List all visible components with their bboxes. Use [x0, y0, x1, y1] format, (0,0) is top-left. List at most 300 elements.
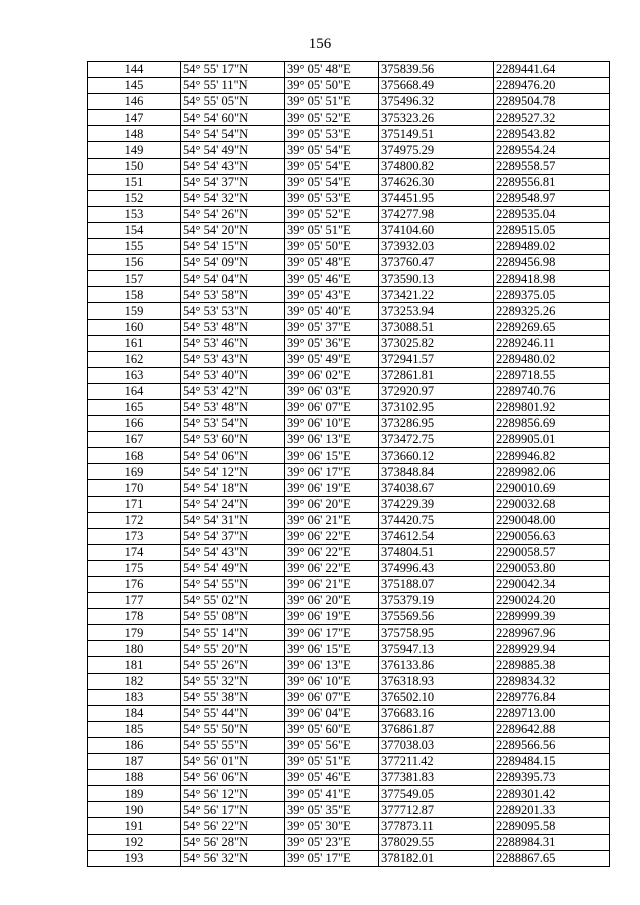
x-coordinate-cell: 376683.16 — [379, 705, 494, 721]
longitude-cell: 39° 06' 19"E — [285, 480, 379, 496]
latitude-cell: 54° 54' 04"N — [181, 271, 285, 287]
page-number: 156 — [308, 36, 332, 52]
y-coordinate-cell: 2289929.94 — [494, 641, 610, 657]
longitude-cell: 39° 05' 35"E — [285, 802, 379, 818]
y-coordinate-cell: 2289558.57 — [494, 158, 610, 174]
x-coordinate-cell: 373421.22 — [379, 287, 494, 303]
y-coordinate-cell: 2288867.65 — [494, 850, 610, 866]
table-row — [88, 737, 610, 753]
y-coordinate-cell: 2289456.98 — [494, 255, 610, 271]
point-number-cell: 174 — [88, 544, 181, 560]
longitude-cell: 39° 05' 54"E — [285, 174, 379, 190]
y-coordinate-cell: 2290042.34 — [494, 577, 610, 593]
table-row — [88, 786, 610, 802]
x-coordinate-cell: 377712.87 — [379, 802, 494, 818]
point-number-cell: 169 — [88, 464, 181, 480]
longitude-cell: 39° 06' 19"E — [285, 609, 379, 625]
point-number-cell: 153 — [88, 206, 181, 222]
x-coordinate-cell: 373253.94 — [379, 303, 494, 319]
table-row — [88, 110, 610, 126]
y-coordinate-cell: 2289480.02 — [494, 351, 610, 367]
point-number-cell: 171 — [88, 496, 181, 512]
latitude-cell: 54° 53' 54"N — [181, 416, 285, 432]
latitude-cell: 54° 54' 43"N — [181, 158, 285, 174]
table-row — [88, 239, 610, 255]
latitude-cell: 54° 54' 12"N — [181, 464, 285, 480]
table-row — [88, 689, 610, 705]
latitude-cell: 54° 54' 55"N — [181, 577, 285, 593]
longitude-cell: 39° 05' 49"E — [285, 351, 379, 367]
x-coordinate-cell: 374277.98 — [379, 206, 494, 222]
point-number-cell: 184 — [88, 705, 181, 721]
table-row — [88, 190, 610, 206]
x-coordinate-cell: 375839.56 — [379, 62, 494, 78]
table-row — [88, 641, 610, 657]
x-coordinate-cell: 375379.19 — [379, 593, 494, 609]
longitude-cell: 39° 05' 53"E — [285, 126, 379, 142]
y-coordinate-cell: 2289269.65 — [494, 319, 610, 335]
y-coordinate-cell: 2289982.06 — [494, 464, 610, 480]
x-coordinate-cell: 375569.56 — [379, 609, 494, 625]
point-number-cell: 156 — [88, 255, 181, 271]
y-coordinate-cell: 2289566.56 — [494, 737, 610, 753]
table-row — [88, 271, 610, 287]
coordinates-table-body — [88, 62, 610, 867]
latitude-cell: 54° 55' 05"N — [181, 94, 285, 110]
x-coordinate-cell: 374229.39 — [379, 496, 494, 512]
y-coordinate-cell: 2288984.31 — [494, 834, 610, 850]
point-number-cell: 167 — [88, 432, 181, 448]
latitude-cell: 54° 53' 46"N — [181, 335, 285, 351]
y-coordinate-cell: 2289740.76 — [494, 383, 610, 399]
table-row — [88, 544, 610, 560]
longitude-cell: 39° 06' 07"E — [285, 399, 379, 415]
table-row — [88, 142, 610, 158]
table-row — [88, 383, 610, 399]
latitude-cell: 54° 53' 60"N — [181, 432, 285, 448]
longitude-cell: 39° 05' 43"E — [285, 287, 379, 303]
point-number-cell: 170 — [88, 480, 181, 496]
latitude-cell: 54° 53' 48"N — [181, 399, 285, 415]
point-number-cell: 179 — [88, 625, 181, 641]
y-coordinate-cell: 2289484.15 — [494, 754, 610, 770]
point-number-cell: 144 — [88, 62, 181, 78]
longitude-cell: 39° 06' 15"E — [285, 448, 379, 464]
longitude-cell: 39° 05' 60"E — [285, 721, 379, 737]
y-coordinate-cell: 2290058.57 — [494, 544, 610, 560]
point-number-cell: 164 — [88, 383, 181, 399]
x-coordinate-cell: 373088.51 — [379, 319, 494, 335]
latitude-cell: 54° 54' 18"N — [181, 480, 285, 496]
table-row — [88, 528, 610, 544]
longitude-cell: 39° 06' 02"E — [285, 367, 379, 383]
point-number-cell: 172 — [88, 512, 181, 528]
longitude-cell: 39° 06' 13"E — [285, 657, 379, 673]
latitude-cell: 54° 55' 44"N — [181, 705, 285, 721]
x-coordinate-cell: 373760.47 — [379, 255, 494, 271]
longitude-cell: 39° 06' 15"E — [285, 641, 379, 657]
y-coordinate-cell: 2289776.84 — [494, 689, 610, 705]
longitude-cell: 39° 05' 41"E — [285, 786, 379, 802]
longitude-cell: 39° 05' 50"E — [285, 239, 379, 255]
y-coordinate-cell: 2289856.69 — [494, 416, 610, 432]
point-number-cell: 161 — [88, 335, 181, 351]
y-coordinate-cell: 2290024.20 — [494, 593, 610, 609]
y-coordinate-cell: 2290032.68 — [494, 496, 610, 512]
point-number-cell: 190 — [88, 802, 181, 818]
latitude-cell: 54° 54' 09"N — [181, 255, 285, 271]
latitude-cell: 54° 54' 49"N — [181, 560, 285, 576]
x-coordinate-cell: 377549.05 — [379, 786, 494, 802]
latitude-cell: 54° 54' 32"N — [181, 190, 285, 206]
y-coordinate-cell: 2290048.00 — [494, 512, 610, 528]
latitude-cell: 54° 53' 53"N — [181, 303, 285, 319]
latitude-cell: 54° 55' 17"N — [181, 62, 285, 78]
y-coordinate-cell: 2289946.82 — [494, 448, 610, 464]
latitude-cell: 54° 54' 06"N — [181, 448, 285, 464]
latitude-cell: 54° 56' 17"N — [181, 802, 285, 818]
latitude-cell: 54° 55' 08"N — [181, 609, 285, 625]
latitude-cell: 54° 55' 38"N — [181, 689, 285, 705]
coordinates-table — [87, 61, 610, 867]
y-coordinate-cell: 2289801.92 — [494, 399, 610, 415]
longitude-cell: 39° 05' 30"E — [285, 818, 379, 834]
latitude-cell: 54° 55' 11"N — [181, 78, 285, 94]
point-number-cell: 173 — [88, 528, 181, 544]
latitude-cell: 54° 56' 12"N — [181, 786, 285, 802]
table-row — [88, 255, 610, 271]
table-row — [88, 721, 610, 737]
longitude-cell: 39° 06' 22"E — [285, 560, 379, 576]
x-coordinate-cell: 374612.54 — [379, 528, 494, 544]
point-number-cell: 162 — [88, 351, 181, 367]
y-coordinate-cell: 2289476.20 — [494, 78, 610, 94]
longitude-cell: 39° 05' 37"E — [285, 319, 379, 335]
table-row — [88, 802, 610, 818]
x-coordinate-cell: 375947.13 — [379, 641, 494, 657]
longitude-cell: 39° 05' 51"E — [285, 754, 379, 770]
x-coordinate-cell: 374804.51 — [379, 544, 494, 560]
table-row — [88, 705, 610, 721]
longitude-cell: 39° 05' 56"E — [285, 737, 379, 753]
latitude-cell: 54° 56' 22"N — [181, 818, 285, 834]
longitude-cell: 39° 06' 10"E — [285, 416, 379, 432]
x-coordinate-cell: 374038.67 — [379, 480, 494, 496]
x-coordinate-cell: 373025.82 — [379, 335, 494, 351]
longitude-cell: 39° 06' 21"E — [285, 577, 379, 593]
table-row — [88, 319, 610, 335]
latitude-cell: 54° 54' 37"N — [181, 174, 285, 190]
x-coordinate-cell: 374104.60 — [379, 222, 494, 238]
longitude-cell: 39° 05' 46"E — [285, 271, 379, 287]
x-coordinate-cell: 375668.49 — [379, 78, 494, 94]
y-coordinate-cell: 2289527.32 — [494, 110, 610, 126]
table-row — [88, 673, 610, 689]
point-number-cell: 152 — [88, 190, 181, 206]
x-coordinate-cell: 372941.57 — [379, 351, 494, 367]
table-row — [88, 609, 610, 625]
x-coordinate-cell: 376861.87 — [379, 721, 494, 737]
y-coordinate-cell: 2289489.02 — [494, 239, 610, 255]
y-coordinate-cell: 2290010.69 — [494, 480, 610, 496]
point-number-cell: 181 — [88, 657, 181, 673]
point-number-cell: 186 — [88, 737, 181, 753]
point-number-cell: 183 — [88, 689, 181, 705]
x-coordinate-cell: 372861.81 — [379, 367, 494, 383]
x-coordinate-cell: 374626.30 — [379, 174, 494, 190]
table-row — [88, 577, 610, 593]
y-coordinate-cell: 2290053.80 — [494, 560, 610, 576]
table-row — [88, 657, 610, 673]
longitude-cell: 39° 05' 48"E — [285, 62, 379, 78]
point-number-cell: 147 — [88, 110, 181, 126]
point-number-cell: 168 — [88, 448, 181, 464]
table-row — [88, 770, 610, 786]
y-coordinate-cell: 2289504.78 — [494, 94, 610, 110]
y-coordinate-cell: 2289246.11 — [494, 335, 610, 351]
point-number-cell: 154 — [88, 222, 181, 238]
longitude-cell: 39° 06' 13"E — [285, 432, 379, 448]
y-coordinate-cell: 2289554.24 — [494, 142, 610, 158]
y-coordinate-cell: 2289301.42 — [494, 786, 610, 802]
point-number-cell: 158 — [88, 287, 181, 303]
table-row — [88, 399, 610, 415]
latitude-cell: 54° 53' 40"N — [181, 367, 285, 383]
x-coordinate-cell: 373660.12 — [379, 448, 494, 464]
y-coordinate-cell: 2289642.88 — [494, 721, 610, 737]
longitude-cell: 39° 06' 17"E — [285, 464, 379, 480]
point-number-cell: 188 — [88, 770, 181, 786]
longitude-cell: 39° 05' 50"E — [285, 78, 379, 94]
latitude-cell: 54° 55' 32"N — [181, 673, 285, 689]
point-number-cell: 151 — [88, 174, 181, 190]
longitude-cell: 39° 06' 03"E — [285, 383, 379, 399]
x-coordinate-cell: 373848.84 — [379, 464, 494, 480]
latitude-cell: 54° 54' 31"N — [181, 512, 285, 528]
point-number-cell: 176 — [88, 577, 181, 593]
y-coordinate-cell: 2289999.39 — [494, 609, 610, 625]
table-row — [88, 287, 610, 303]
y-coordinate-cell: 2290056.63 — [494, 528, 610, 544]
table-row — [88, 351, 610, 367]
x-coordinate-cell: 374996.43 — [379, 560, 494, 576]
latitude-cell: 54° 54' 43"N — [181, 544, 285, 560]
x-coordinate-cell: 376502.10 — [379, 689, 494, 705]
y-coordinate-cell: 2289418.98 — [494, 271, 610, 287]
longitude-cell: 39° 06' 21"E — [285, 512, 379, 528]
latitude-cell: 54° 56' 28"N — [181, 834, 285, 850]
x-coordinate-cell: 373102.95 — [379, 399, 494, 415]
longitude-cell: 39° 05' 36"E — [285, 335, 379, 351]
table-row — [88, 335, 610, 351]
table-row — [88, 834, 610, 850]
table-row — [88, 367, 610, 383]
longitude-cell: 39° 05' 52"E — [285, 110, 379, 126]
table-row — [88, 496, 610, 512]
point-number-cell: 148 — [88, 126, 181, 142]
latitude-cell: 54° 54' 54"N — [181, 126, 285, 142]
latitude-cell: 54° 54' 49"N — [181, 142, 285, 158]
point-number-cell: 160 — [88, 319, 181, 335]
y-coordinate-cell: 2289718.55 — [494, 367, 610, 383]
y-coordinate-cell: 2289325.26 — [494, 303, 610, 319]
x-coordinate-cell: 375496.32 — [379, 94, 494, 110]
x-coordinate-cell: 372920.97 — [379, 383, 494, 399]
latitude-cell: 54° 56' 01"N — [181, 754, 285, 770]
x-coordinate-cell: 377873.11 — [379, 818, 494, 834]
latitude-cell: 54° 55' 02"N — [181, 593, 285, 609]
table-row — [88, 480, 610, 496]
point-number-cell: 145 — [88, 78, 181, 94]
latitude-cell: 54° 53' 43"N — [181, 351, 285, 367]
x-coordinate-cell: 373932.03 — [379, 239, 494, 255]
latitude-cell: 54° 54' 24"N — [181, 496, 285, 512]
point-number-cell: 187 — [88, 754, 181, 770]
point-number-cell: 182 — [88, 673, 181, 689]
x-coordinate-cell: 377038.03 — [379, 737, 494, 753]
point-number-cell: 178 — [88, 609, 181, 625]
x-coordinate-cell: 374420.75 — [379, 512, 494, 528]
latitude-cell: 54° 54' 15"N — [181, 239, 285, 255]
latitude-cell: 54° 56' 32"N — [181, 850, 285, 866]
table-row — [88, 174, 610, 190]
x-coordinate-cell: 378029.55 — [379, 834, 494, 850]
y-coordinate-cell: 2289713.00 — [494, 705, 610, 721]
point-number-cell: 149 — [88, 142, 181, 158]
longitude-cell: 39° 05' 51"E — [285, 94, 379, 110]
point-number-cell: 146 — [88, 94, 181, 110]
latitude-cell: 54° 54' 37"N — [181, 528, 285, 544]
table-row — [88, 593, 610, 609]
table-row — [88, 78, 610, 94]
latitude-cell: 54° 53' 42"N — [181, 383, 285, 399]
longitude-cell: 39° 06' 17"E — [285, 625, 379, 641]
table-row — [88, 560, 610, 576]
point-number-cell: 189 — [88, 786, 181, 802]
longitude-cell: 39° 05' 46"E — [285, 770, 379, 786]
point-number-cell: 193 — [88, 850, 181, 866]
y-coordinate-cell: 2289548.97 — [494, 190, 610, 206]
table-row — [88, 432, 610, 448]
longitude-cell: 39° 06' 07"E — [285, 689, 379, 705]
longitude-cell: 39° 06' 10"E — [285, 673, 379, 689]
point-number-cell: 175 — [88, 560, 181, 576]
x-coordinate-cell: 375323.26 — [379, 110, 494, 126]
longitude-cell: 39° 05' 51"E — [285, 222, 379, 238]
table-row — [88, 754, 610, 770]
table-row — [88, 464, 610, 480]
table-row — [88, 126, 610, 142]
point-number-cell: 157 — [88, 271, 181, 287]
longitude-cell: 39° 06' 22"E — [285, 528, 379, 544]
table-row — [88, 512, 610, 528]
y-coordinate-cell: 2289201.33 — [494, 802, 610, 818]
latitude-cell: 54° 55' 20"N — [181, 641, 285, 657]
x-coordinate-cell: 376133.86 — [379, 657, 494, 673]
latitude-cell: 54° 55' 26"N — [181, 657, 285, 673]
x-coordinate-cell: 373472.75 — [379, 432, 494, 448]
y-coordinate-cell: 2289095.58 — [494, 818, 610, 834]
y-coordinate-cell: 2289556.81 — [494, 174, 610, 190]
point-number-cell: 150 — [88, 158, 181, 174]
longitude-cell: 39° 05' 40"E — [285, 303, 379, 319]
longitude-cell: 39° 06' 20"E — [285, 496, 379, 512]
point-number-cell: 185 — [88, 721, 181, 737]
x-coordinate-cell: 373286.95 — [379, 416, 494, 432]
x-coordinate-cell: 377211.42 — [379, 754, 494, 770]
table-row — [88, 416, 610, 432]
table-row — [88, 62, 610, 78]
y-coordinate-cell: 2289441.64 — [494, 62, 610, 78]
latitude-cell: 54° 56' 06"N — [181, 770, 285, 786]
table-row — [88, 94, 610, 110]
longitude-cell: 39° 06' 20"E — [285, 593, 379, 609]
longitude-cell: 39° 05' 17"E — [285, 850, 379, 866]
y-coordinate-cell: 2289395.73 — [494, 770, 610, 786]
table-row — [88, 303, 610, 319]
x-coordinate-cell: 377381.83 — [379, 770, 494, 786]
table-row — [88, 850, 610, 866]
longitude-cell: 39° 05' 48"E — [285, 255, 379, 271]
longitude-cell: 39° 05' 52"E — [285, 206, 379, 222]
x-coordinate-cell: 374800.82 — [379, 158, 494, 174]
x-coordinate-cell: 376318.93 — [379, 673, 494, 689]
x-coordinate-cell: 375188.07 — [379, 577, 494, 593]
x-coordinate-cell: 373590.13 — [379, 271, 494, 287]
y-coordinate-cell: 2289375.05 — [494, 287, 610, 303]
y-coordinate-cell: 2289967.96 — [494, 625, 610, 641]
table-row — [88, 158, 610, 174]
table-row — [88, 625, 610, 641]
x-coordinate-cell: 375149.51 — [379, 126, 494, 142]
point-number-cell: 159 — [88, 303, 181, 319]
table-row — [88, 206, 610, 222]
y-coordinate-cell: 2289834.32 — [494, 673, 610, 689]
latitude-cell: 54° 54' 26"N — [181, 206, 285, 222]
point-number-cell: 177 — [88, 593, 181, 609]
point-number-cell: 163 — [88, 367, 181, 383]
y-coordinate-cell: 2289515.05 — [494, 222, 610, 238]
y-coordinate-cell: 2289543.82 — [494, 126, 610, 142]
point-number-cell: 191 — [88, 818, 181, 834]
y-coordinate-cell: 2289885.38 — [494, 657, 610, 673]
longitude-cell: 39° 05' 54"E — [285, 142, 379, 158]
latitude-cell: 54° 54' 20"N — [181, 222, 285, 238]
latitude-cell: 54° 55' 55"N — [181, 737, 285, 753]
table-row — [88, 448, 610, 464]
latitude-cell: 54° 54' 60"N — [181, 110, 285, 126]
table-row — [88, 222, 610, 238]
x-coordinate-cell: 378182.01 — [379, 850, 494, 866]
point-number-cell: 192 — [88, 834, 181, 850]
x-coordinate-cell: 374451.95 — [379, 190, 494, 206]
longitude-cell: 39° 05' 53"E — [285, 190, 379, 206]
y-coordinate-cell: 2289535.04 — [494, 206, 610, 222]
latitude-cell: 54° 55' 14"N — [181, 625, 285, 641]
point-number-cell: 180 — [88, 641, 181, 657]
longitude-cell: 39° 05' 23"E — [285, 834, 379, 850]
latitude-cell: 54° 53' 48"N — [181, 319, 285, 335]
table-row — [88, 818, 610, 834]
x-coordinate-cell: 375758.95 — [379, 625, 494, 641]
latitude-cell: 54° 53' 58"N — [181, 287, 285, 303]
x-coordinate-cell: 374975.29 — [379, 142, 494, 158]
longitude-cell: 39° 05' 54"E — [285, 158, 379, 174]
point-number-cell: 155 — [88, 239, 181, 255]
longitude-cell: 39° 06' 22"E — [285, 544, 379, 560]
longitude-cell: 39° 06' 04"E — [285, 705, 379, 721]
y-coordinate-cell: 2289905.01 — [494, 432, 610, 448]
